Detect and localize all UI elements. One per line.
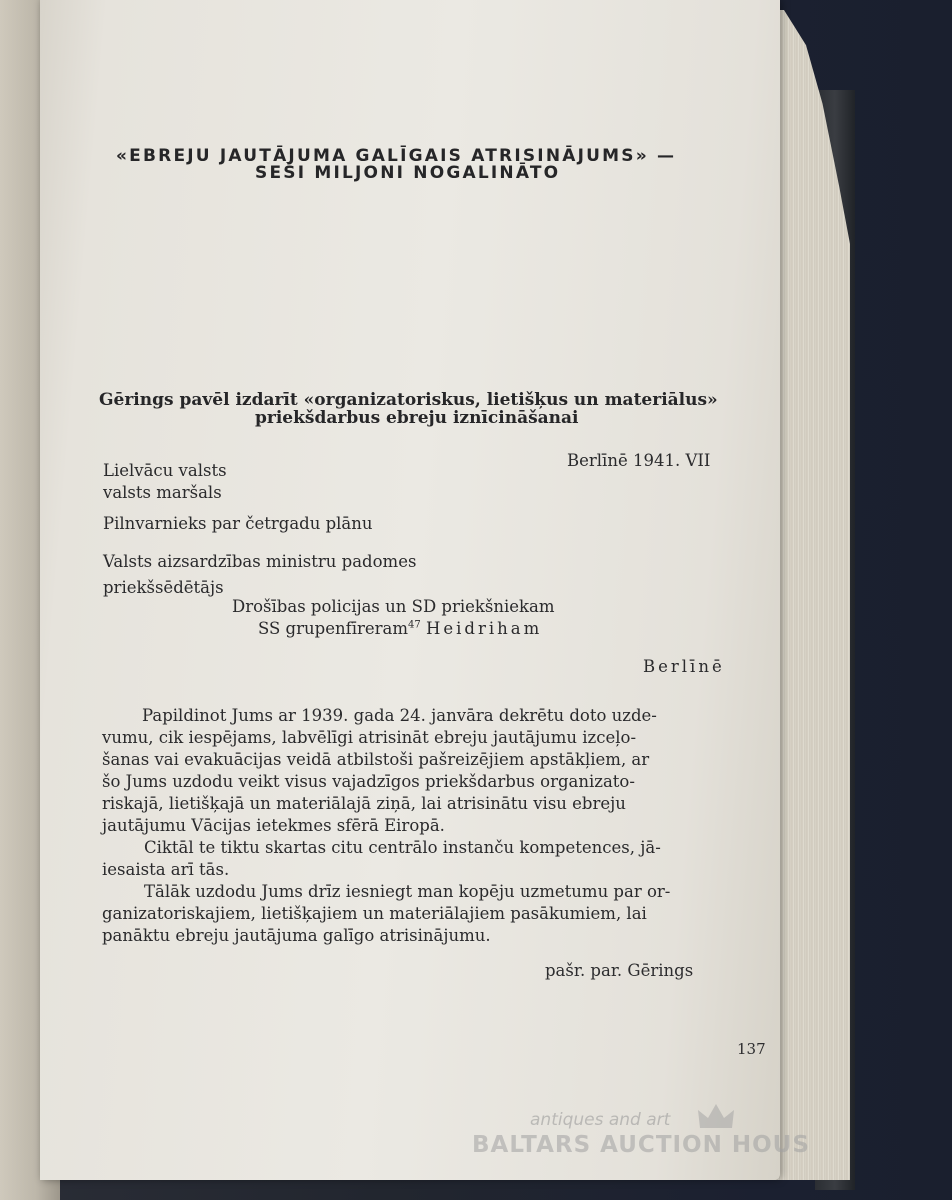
recipient-line-1: Drošības policijas un SD priekšniekam [232,597,555,616]
body-line: iesaista arī tās. [102,860,230,879]
body-line: vumu, cik iespējams, labvēlīgi atrisināt ebreju jautājumu izceļo- [102,728,637,747]
body-line: Tālāk uzdodu Jums drīz iesniegt man kopēju uzmetumu par or- [144,882,671,901]
watermark-name: BALTARS AUCTION HOUS [472,1132,810,1158]
sender-line-2: valsts maršals [103,483,222,502]
book-page [40,0,780,1180]
signature: pašr. par. Gērings [545,961,694,980]
sender-line-4: Valsts aizsardzības ministru padomes [103,552,417,571]
sender-line-1: Lielvācu valsts [103,461,227,480]
auction-watermark [460,1110,860,1170]
body-line: ganizatoriskajiem, lietišķajiem un materiālajiem pasākumiem, lai [102,904,647,923]
body-line: panāktu ebreju jautājuma galīgo atrisinājumu. [102,926,491,945]
page-number: 137 [737,1040,766,1058]
watermark-tagline: antiques and art [530,1110,671,1130]
sender-line-3: Pilnvarnieks par četrgadu plānu [103,514,373,533]
recipient-line-2 [258,619,542,638]
recipient-title: SS grupenfīreram [258,619,408,638]
recipient-city: Berlīnē [643,657,725,676]
body-line: Ciktāl te tiktu skartas citu centrālo instanču kompetences, jā- [144,838,661,857]
body-line: šo Jums uzdodu veikt visus vajadzīgos priekšdarbus organizato- [102,772,635,791]
crown-icon [696,1102,736,1132]
subheading-line-1: Gērings pavēl izdarīt «organizatoriskus, lietišķus un materiālus» [99,390,718,410]
subheading-line-2: priekšdarbus ebreju iznīcināšanai [255,408,579,428]
body-line: šanas vai evakuācijas veidā atbilstoši pašreizējiem apstākļiem, ar [102,750,650,769]
body-line: riskajā, lietišķajā un materiālajā ziņā, lai atrisinātu visu ebreju [102,794,626,813]
footnote-marker: 47 [408,619,421,631]
recipient-name: Heidriham [425,619,543,638]
body-line: Papildinot Jums ar 1939. gada 24. janvāra dekrētu doto uzde- [142,706,657,725]
heading-line-2: SEŠI MILJONI NOGALINĀTO [255,163,561,183]
sender-line-5: priekšsēdētājs [103,578,224,597]
body-line: jautājumu Vācijas ietekmes sfērā Eiropā. [102,816,445,835]
place-date: Berlīnē 1941. VII [567,451,711,470]
heading-line-1: «EBREJU JAUTĀJUMA GALĪGAIS ATRISINĀJUMS» — [116,146,677,166]
